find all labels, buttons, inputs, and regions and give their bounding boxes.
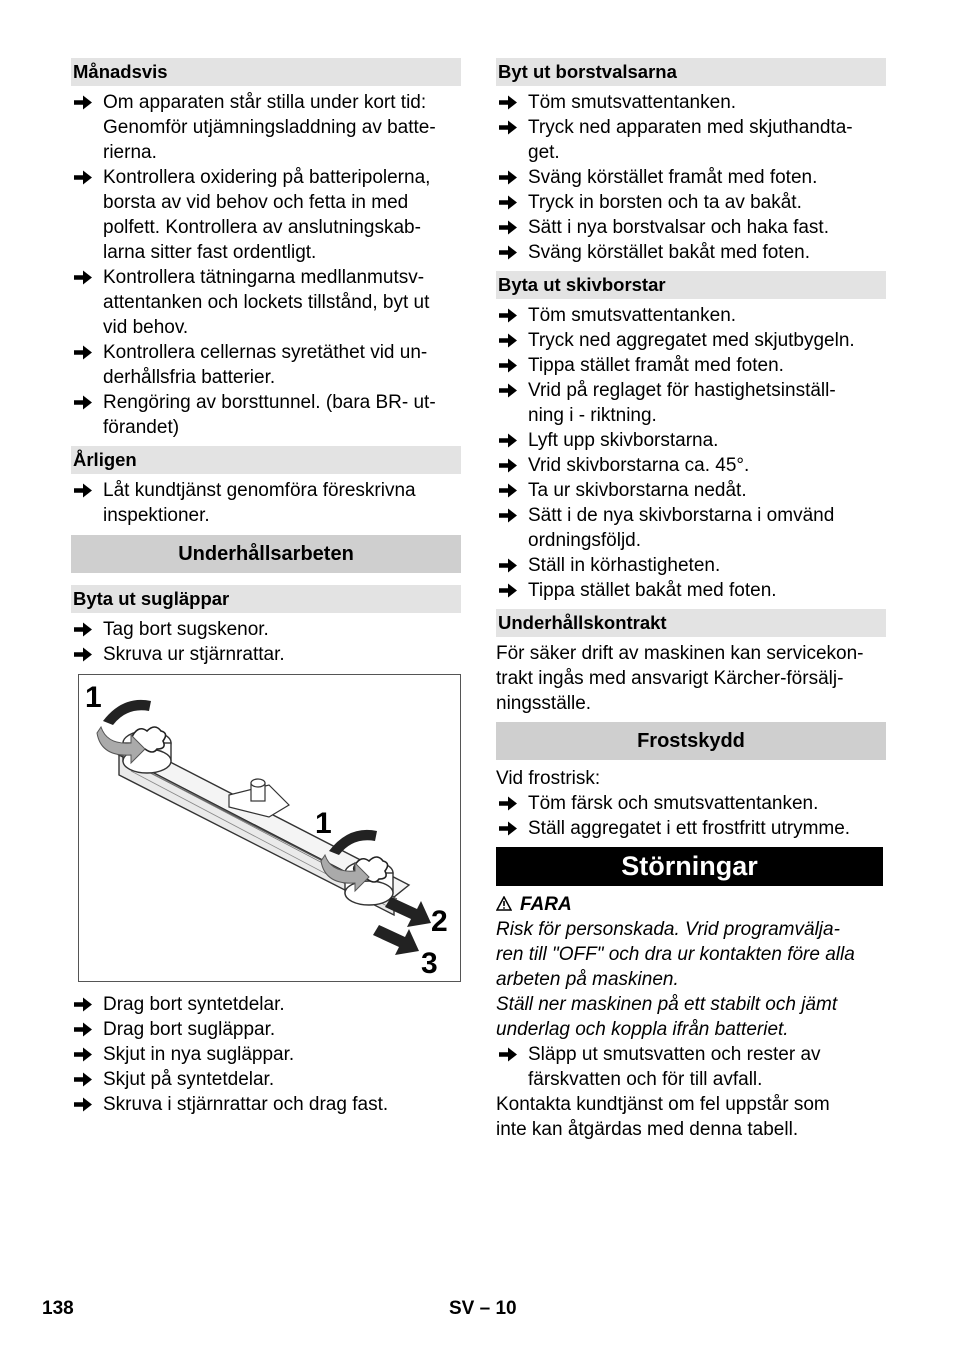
list-item-text: Tippa stället bakåt med foten. <box>528 580 777 601</box>
list-item-text: Vrid på reglaget för hastighetsinställ- <box>528 380 836 401</box>
list-item-text: inspektioner. <box>103 505 210 526</box>
storningar-outro <box>496 1092 886 1142</box>
text-line: inte kan åtgärdas med denna tabell. <box>496 1119 799 1140</box>
list-item-text: Kontrollera oxidering på batteripolerna, <box>103 167 431 188</box>
warning-heading <box>496 892 886 917</box>
arrow-right-icon <box>73 1021 93 1038</box>
list-item <box>496 190 886 215</box>
list-item <box>71 478 461 528</box>
kontrakt-text <box>496 641 886 716</box>
list-borstvals <box>496 90 886 265</box>
arrow-right-icon <box>498 119 518 136</box>
text-line: ningsställe. <box>496 693 592 714</box>
list-item-text: Töm smutsvattentanken. <box>528 92 737 113</box>
text-line: Ställ ner maskinen på ett stabilt och jämt <box>496 994 838 1015</box>
text-line: arbeten på maskinen. <box>496 969 679 990</box>
list-item-text: larna sitter fast ordentligt. <box>103 242 317 263</box>
text-line: Risk för personskada. Vrid programvälja- <box>496 919 840 940</box>
list-item-text: ordningsföljd. <box>528 530 642 551</box>
list-item-text: Rengöring av borsttunnel. (bara BR- ut- <box>103 392 436 413</box>
list-item-text: Tryck in borsten och ta av bakåt. <box>528 192 802 213</box>
list-item <box>71 1092 461 1117</box>
figure-label-2: 2 <box>431 905 448 938</box>
arrow-right-icon <box>498 457 518 474</box>
list-item <box>496 353 886 378</box>
list-item-text: Släpp ut smutsvatten och rester av <box>528 1044 821 1065</box>
arrow-right-icon <box>73 996 93 1013</box>
figure-label-1-top: 1 <box>85 681 102 714</box>
list-item <box>496 478 886 503</box>
section-underhallsarbeten: Underhållsarbeten <box>71 535 461 573</box>
list-item-text: Vrid skivborstarna ca. 45°. <box>528 455 750 476</box>
arrow-right-icon <box>498 194 518 211</box>
list-item-text: Låt kundtjänst genomföra föreskrivna <box>103 480 416 501</box>
arrow-right-icon <box>498 432 518 449</box>
list-item <box>496 503 886 553</box>
warning-text <box>496 917 886 1042</box>
list-item-text: polfett. Kontrollera av anslutningskab- <box>103 217 421 238</box>
arrow-right-icon <box>73 344 93 361</box>
list-item <box>496 1042 886 1092</box>
figure-label-3: 3 <box>421 947 438 980</box>
list-item <box>496 553 886 578</box>
text-line: ren till "OFF" och dra ur kontakten före alla <box>496 944 855 965</box>
section-frostskydd: Frostskydd <box>496 722 886 760</box>
list-item-text: attentanken och lockets tillstånd, byt ut <box>103 292 430 313</box>
heading-manadsvis: Månadsvis <box>71 58 461 86</box>
list-item <box>71 165 461 265</box>
figure-label-1-bottom: 1 <box>315 807 332 840</box>
arrow-right-icon <box>498 169 518 186</box>
list-item-text: Skjut på syntetdelar. <box>103 1069 275 1090</box>
arrow-right-icon <box>498 219 518 236</box>
arrow-right-icon <box>73 94 93 111</box>
list-item <box>71 642 461 667</box>
list-item <box>496 328 886 353</box>
list-item-text: derhållsfria batterier. <box>103 367 276 388</box>
heading-underhallskontrakt: Underhållskontrakt <box>496 609 886 637</box>
list-item-text: färskvatten och för till avfall. <box>528 1069 763 1090</box>
list-item <box>71 90 461 165</box>
list-item-text: Töm färsk och smutsvattentanken. <box>528 793 819 814</box>
list-item <box>71 1017 461 1042</box>
frostskydd-intro: Vid frostrisk: <box>496 768 601 789</box>
list-item <box>496 578 886 603</box>
arrow-right-icon <box>73 394 93 411</box>
list-item <box>496 215 886 240</box>
list-item-text: Sväng körstället framåt med foten. <box>528 167 818 188</box>
list-item-text: vid behov. <box>103 317 189 338</box>
text-line: trakt ingås med ansvarigt Kärcher-försälj- <box>496 668 844 689</box>
list-item <box>71 390 461 440</box>
list-item <box>71 992 461 1017</box>
list-item-text: Ställ in körhastigheten. <box>528 555 721 576</box>
list-item <box>71 1067 461 1092</box>
list-skivborstar <box>496 303 886 603</box>
list-item-text: Lyft upp skivborstarna. <box>528 430 719 451</box>
arrow-right-icon <box>498 332 518 349</box>
list-item <box>496 453 886 478</box>
heading-byta-sugl: Byta ut sugläppar <box>71 585 461 613</box>
list-item <box>496 378 886 428</box>
arrow-right-icon <box>73 482 93 499</box>
list-storningar <box>496 1042 886 1092</box>
list-item-text: Om apparaten står stilla under kort tid: <box>103 92 427 113</box>
list-frostskydd <box>496 791 886 841</box>
arrow-right-icon <box>498 582 518 599</box>
text-line: Kontakta kundtjänst om fel uppstår som <box>496 1094 830 1115</box>
list-item-text: Drag bort sugläppar. <box>103 1019 276 1040</box>
squeegee-illustration <box>79 675 460 981</box>
arrow-right-icon <box>498 557 518 574</box>
arrow-right-icon <box>498 357 518 374</box>
list-item-text: Kontrollera cellernas syretäthet vid un- <box>103 342 428 363</box>
list-item-text: Tryck ned aggregatet med skjutbygeln. <box>528 330 855 351</box>
list-item <box>71 617 461 642</box>
text-line: underlag och koppla ifrån batteriet. <box>496 1019 789 1040</box>
right-column <box>496 58 886 1142</box>
list-arligen <box>71 478 461 528</box>
list-sugl-after <box>71 992 461 1117</box>
list-sugl-before <box>71 617 461 667</box>
list-item-text: Kontrollera tätningarna medllanmutsv- <box>103 267 425 288</box>
list-item-text: förandet) <box>103 417 180 438</box>
heading-skivborstar: Byta ut skivborstar <box>496 271 886 299</box>
text-line: För säker drift av maskinen kan servicekon- <box>496 643 864 664</box>
list-item <box>496 240 886 265</box>
warning-triangle-icon <box>496 896 512 912</box>
arrow-right-icon <box>498 795 518 812</box>
left-column <box>71 58 461 1117</box>
list-item <box>496 165 886 190</box>
list-item <box>496 115 886 165</box>
list-item <box>496 303 886 328</box>
list-manadsvis <box>71 90 461 440</box>
arrow-right-icon <box>498 1046 518 1063</box>
list-item-text: Tag bort sugskenor. <box>103 619 269 640</box>
list-item-text: Genomför utjämningsladdning av batte- <box>103 117 436 138</box>
list-item <box>71 265 461 340</box>
page-number: 138 <box>42 1298 74 1319</box>
arrow-right-icon <box>498 507 518 524</box>
list-item-text: Tippa stället framåt med foten. <box>528 355 784 376</box>
arrow-right-icon <box>73 646 93 663</box>
list-item-text: Sätt i nya borstvalsar och haka fast. <box>528 217 829 238</box>
heading-borstvals: Byt ut borstvalsarna <box>496 58 886 86</box>
list-item-text: get. <box>528 142 560 163</box>
list-item-text: Skjut in nya sugläppar. <box>103 1044 295 1065</box>
arrow-right-icon <box>498 382 518 399</box>
list-item-text: Sväng körstället bakåt med foten. <box>528 242 810 263</box>
list-item-text: Skruva i stjärnrattar och drag fast. <box>103 1094 389 1115</box>
arrow-right-icon <box>73 169 93 186</box>
chapter-storningar: Störningar <box>496 847 883 886</box>
arrow-right-icon <box>498 244 518 261</box>
list-item-text: rierna. <box>103 142 157 163</box>
arrow-right-icon <box>73 269 93 286</box>
list-item <box>71 340 461 390</box>
list-item <box>71 1042 461 1067</box>
arrow-right-icon <box>73 1071 93 1088</box>
list-item <box>496 791 886 816</box>
list-item-text: Drag bort syntetdelar. <box>103 994 285 1015</box>
arrow-right-icon <box>73 621 93 638</box>
warning-label: FARA <box>520 894 572 915</box>
list-item-text: ning i - riktning. <box>528 405 657 426</box>
list-item-text: Töm smutsvattentanken. <box>528 305 737 326</box>
list-item-text: Sätt i de nya skivborstarna i omvänd <box>528 505 835 526</box>
arrow-right-icon <box>73 1096 93 1113</box>
heading-arligen: Årligen <box>71 446 461 474</box>
list-item <box>496 90 886 115</box>
list-item <box>496 816 886 841</box>
figure-squeegee <box>78 674 461 982</box>
list-item-text: Skruva ur stjärnrattar. <box>103 644 285 665</box>
list-item-text: Tryck ned apparaten med skjuthandta- <box>528 117 853 138</box>
arrow-right-icon <box>498 820 518 837</box>
list-item-text: Ställ aggregatet i ett frostfritt utrymme. <box>528 818 851 839</box>
list-item <box>496 428 886 453</box>
arrow-right-icon <box>73 1046 93 1063</box>
list-item-text: Ta ur skivborstarna nedåt. <box>528 480 747 501</box>
list-item-text: borsta av vid behov och fetta in med <box>103 192 409 213</box>
arrow-right-icon <box>498 307 518 324</box>
page-label: SV – 10 <box>449 1298 517 1319</box>
arrow-right-icon <box>498 482 518 499</box>
arrow-right-icon <box>498 94 518 111</box>
